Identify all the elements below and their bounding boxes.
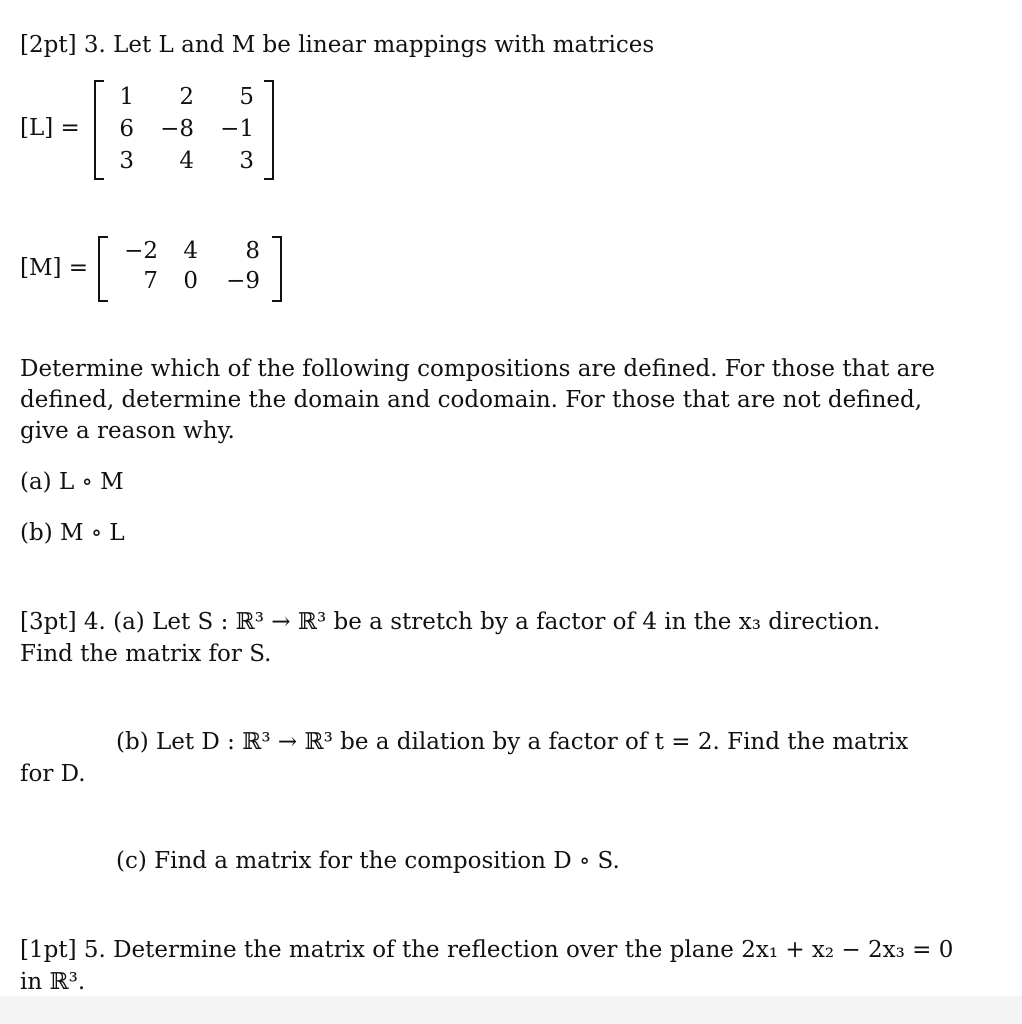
q4-part-b-line1: (b) Let D : ℝ³ → ℝ³ be a dilation by a factor of t = 2. Find the matrix bbox=[116, 729, 909, 755]
M-matrix bbox=[98, 236, 282, 302]
L-cell: −1 bbox=[220, 116, 254, 142]
L-cell: 2 bbox=[179, 84, 194, 110]
M-cell: 8 bbox=[245, 238, 260, 264]
L-matrix bbox=[94, 80, 274, 180]
q3-instructions: Determine which of the following compositions are defined. For those that are defined, determine the domain and codomain. For those that are not defined, give a reason why. bbox=[20, 356, 935, 445]
q4-part-c: (c) Find a matrix for the composition D ∘ S. bbox=[116, 848, 620, 874]
L-cell: 5 bbox=[239, 84, 254, 110]
M-cell: 0 bbox=[183, 268, 198, 294]
M-cell: −9 bbox=[226, 268, 260, 294]
M-cell: 4 bbox=[183, 238, 198, 264]
q3-part-a: (a) L ∘ M bbox=[20, 469, 124, 495]
M-left-bracket bbox=[98, 236, 108, 302]
L-cell: 1 bbox=[119, 84, 134, 110]
q4-part-a-line1: [3pt] 4. (a) Let S : ℝ³ → ℝ³ be a stretch by a factor of 4 in the x₃ direction. bbox=[20, 609, 881, 635]
M-cell: −2 bbox=[124, 238, 158, 264]
L-cell: 3 bbox=[239, 148, 254, 174]
q5-line2: in ℝ³. bbox=[20, 969, 86, 995]
L-cell: −8 bbox=[160, 116, 194, 142]
q5-line1: [1pt] 5. Determine the matrix of the reflection over the plane 2x₁ + x₂ − 2x₃ = 0 bbox=[20, 937, 954, 963]
M-right-bracket bbox=[272, 236, 282, 302]
q4-part-b-line2: for D. bbox=[20, 761, 86, 787]
L-cell: 6 bbox=[119, 116, 134, 142]
M-cell: 7 bbox=[143, 268, 158, 294]
L-cell: 3 bbox=[119, 148, 134, 174]
q4-part-a-line2: Find the matrix for S. bbox=[20, 641, 272, 667]
page-bottom-band bbox=[0, 996, 1022, 1024]
L-label: [L] = bbox=[20, 115, 80, 141]
q3-header: [2pt] 3. Let L and M be linear mappings with matrices bbox=[20, 32, 655, 58]
L-right-bracket bbox=[264, 80, 274, 180]
q3-part-b: (b) M ∘ L bbox=[20, 520, 125, 546]
L-cell: 4 bbox=[179, 148, 194, 174]
M-label: [M] = bbox=[20, 255, 89, 281]
